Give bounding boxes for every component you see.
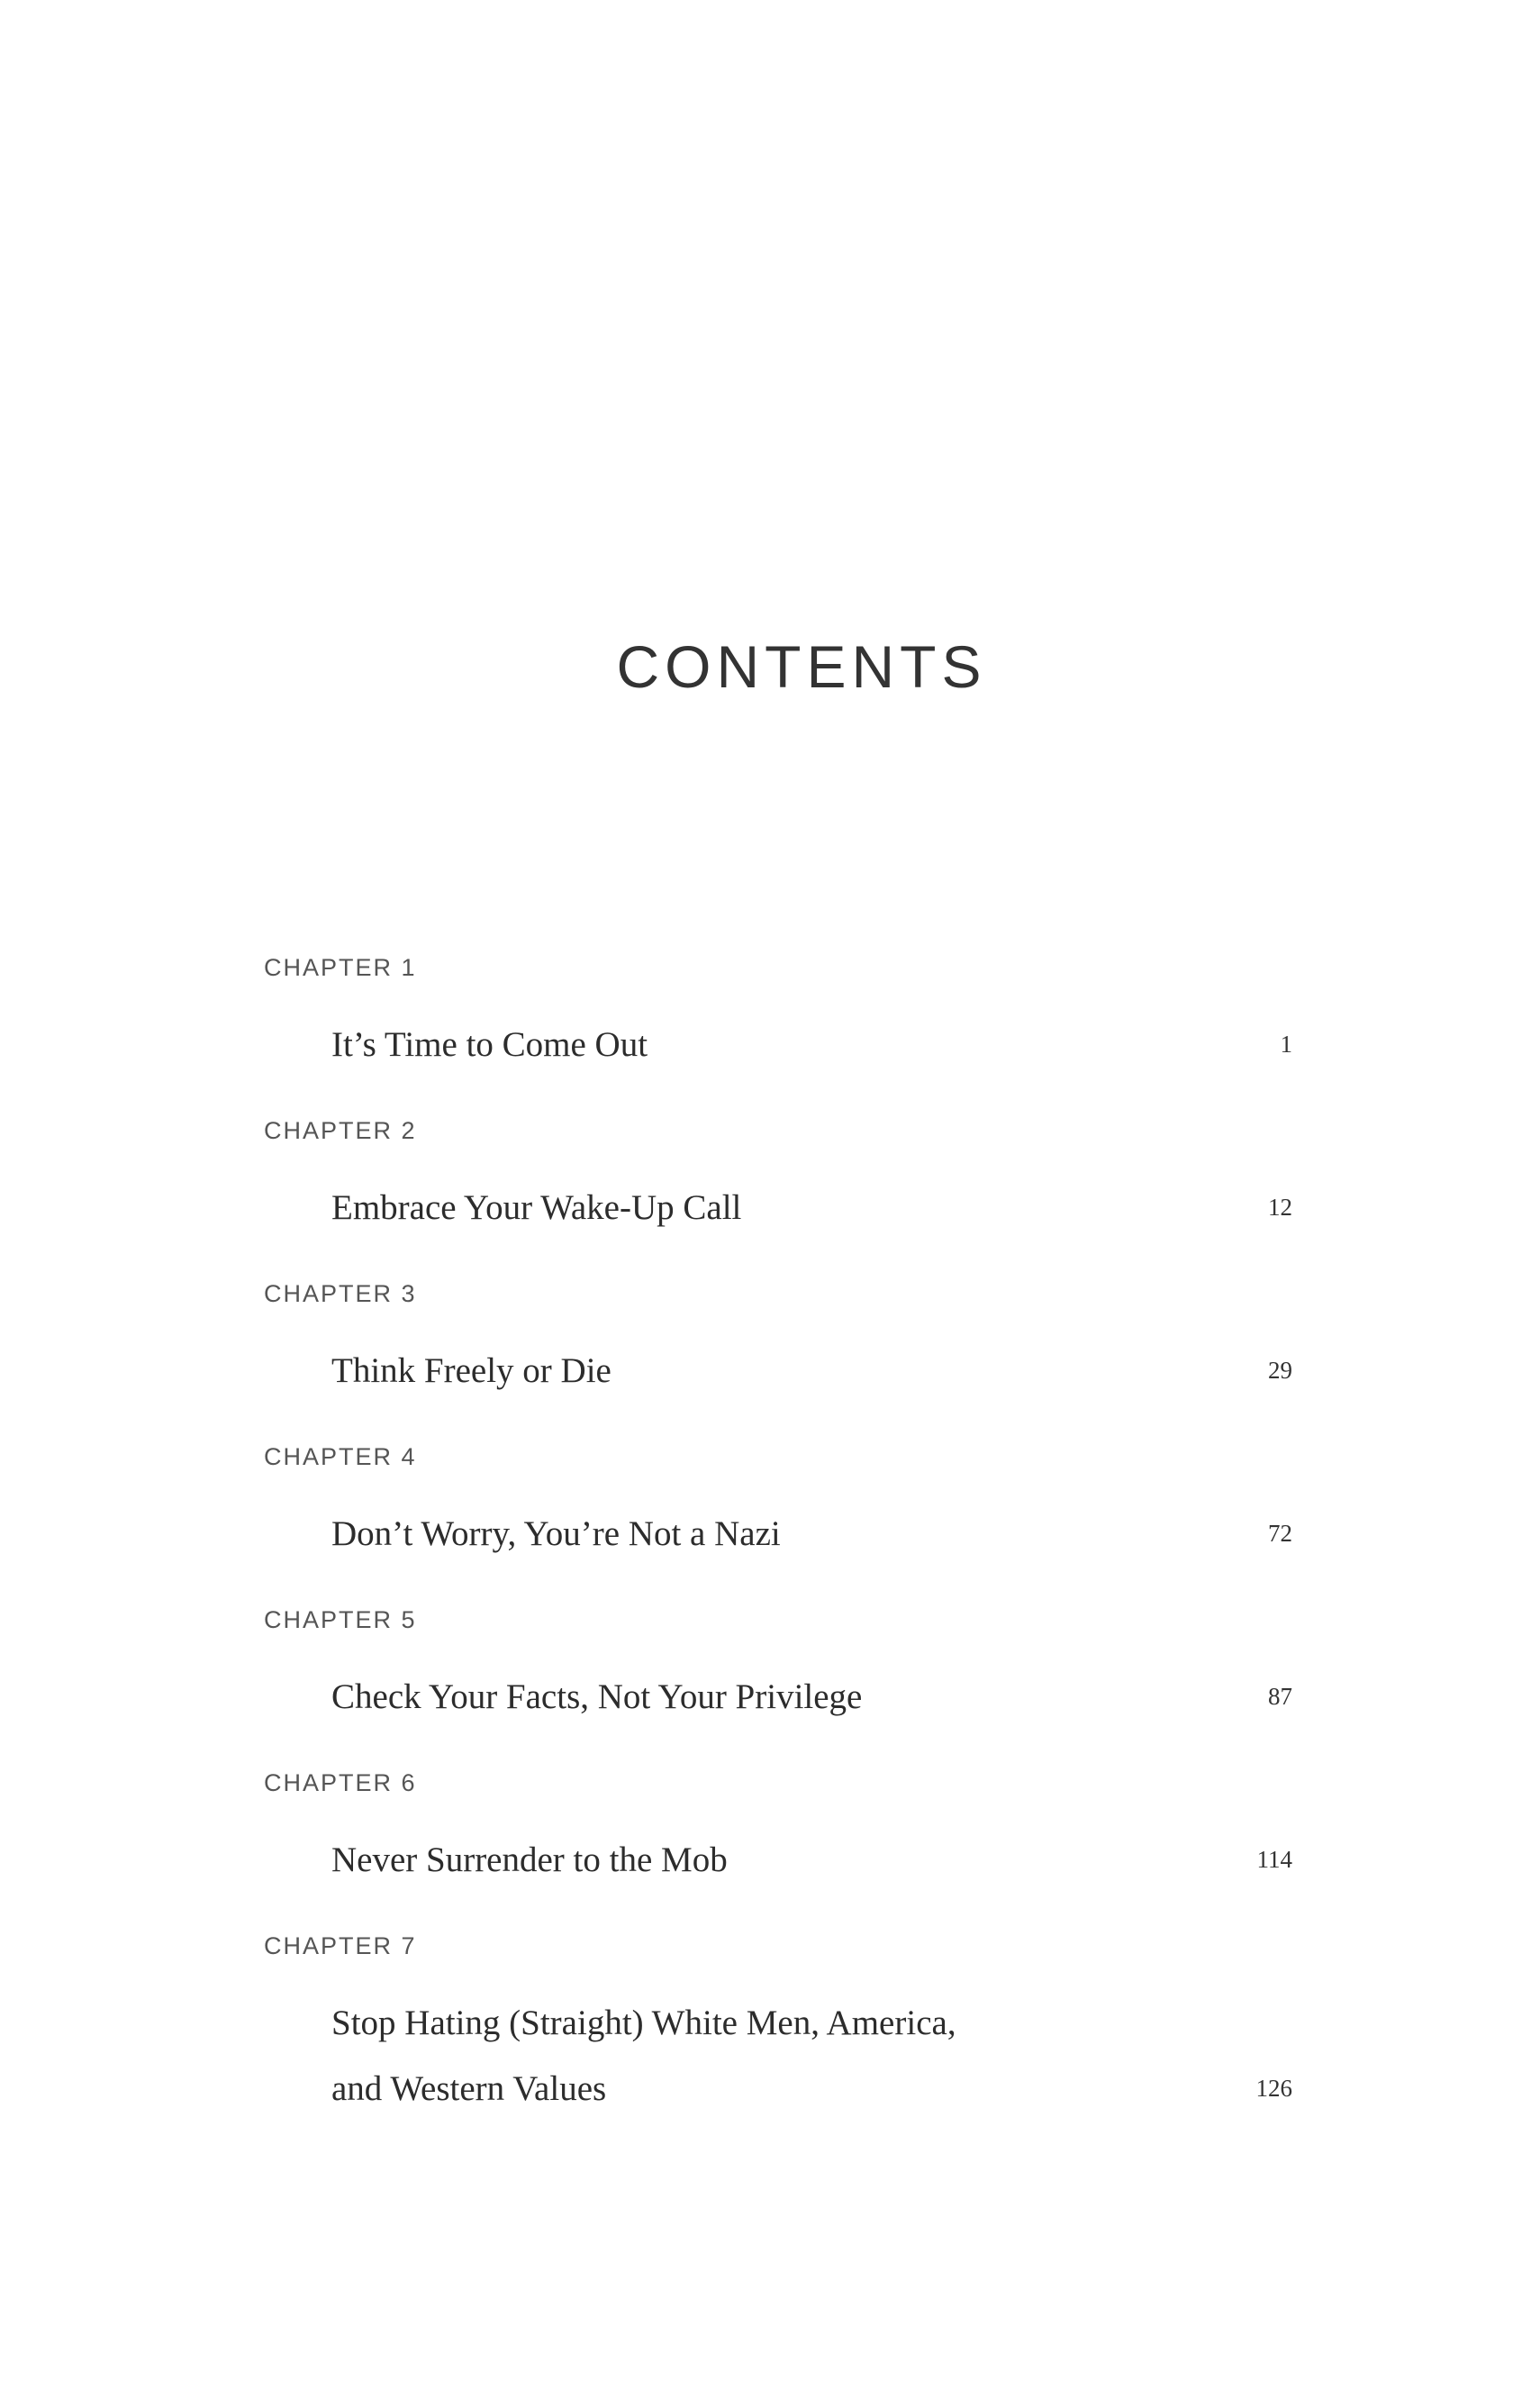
- chapter-label: CHAPTER 7: [264, 1932, 417, 1959]
- page-title: CONTENTS: [616, 633, 987, 700]
- chapter-title-line: It’s Time to Come Out: [331, 1025, 648, 1064]
- table-of-contents: [264, 948, 1292, 2160]
- chapter-title: [331, 1338, 1142, 1404]
- chapter-title-line: Don’t Worry, You’re Not a Nazi: [331, 1514, 781, 1553]
- chapter-title-line: Check Your Facts, Not Your Privilege: [331, 1677, 863, 1716]
- page-number: 87: [1268, 1683, 1292, 1710]
- page-number: 12: [1268, 1194, 1292, 1221]
- chapter-title: [331, 1175, 1142, 1240]
- page-number: 126: [1255, 2075, 1292, 2102]
- chapter-title-line: Embrace Your Wake-Up Call: [331, 1188, 742, 1227]
- toc-entry: [264, 1111, 1292, 1274]
- page-number: 29: [1268, 1357, 1292, 1384]
- chapter-title-line: Stop Hating (Straight) White Men, America,: [331, 2004, 956, 2042]
- chapter-label: CHAPTER 6: [264, 1769, 417, 1796]
- chapter-title: [331, 1501, 1142, 1567]
- chapter-title-line: and Western Values: [331, 2069, 607, 2108]
- chapter-label: CHAPTER 5: [264, 1606, 417, 1633]
- toc-entry: [264, 1274, 1292, 1437]
- page-number: 114: [1256, 1846, 1292, 1873]
- chapter-title: [331, 1827, 1142, 1893]
- chapter-title-line: Think Freely or Die: [331, 1351, 611, 1390]
- chapter-label: CHAPTER 2: [264, 1117, 417, 1144]
- toc-entry: [264, 1600, 1292, 1763]
- page-number: 1: [1280, 1031, 1292, 1058]
- chapter-title: [331, 1012, 1142, 1077]
- chapter-title: [331, 1664, 1142, 1730]
- chapter-label: CHAPTER 1: [264, 954, 417, 981]
- chapter-label: CHAPTER 4: [264, 1443, 417, 1470]
- chapter-label: CHAPTER 3: [264, 1280, 417, 1307]
- toc-entry: [264, 1437, 1292, 1600]
- page-number: 72: [1268, 1520, 1292, 1547]
- toc-entry: [264, 948, 1292, 1111]
- chapter-title: [331, 1990, 1142, 2122]
- toc-entry: [264, 1763, 1292, 1926]
- toc-entry: [264, 1926, 1292, 2160]
- chapter-title-line: Never Surrender to the Mob: [331, 1840, 728, 1879]
